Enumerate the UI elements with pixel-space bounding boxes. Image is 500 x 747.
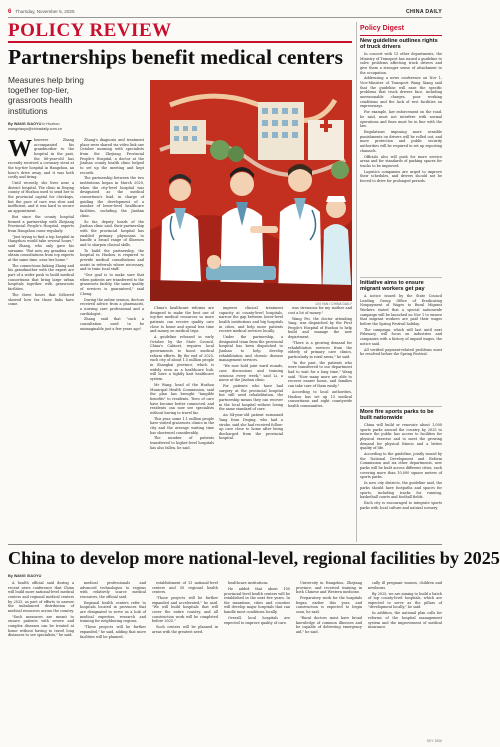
paragraph: medical professionals and advanced technologies to regions with relatively scarce medical resources, the official said.	[80, 581, 146, 599]
paragraph: All verified payment-related problems must be resolved before the Spring Festival.	[360, 347, 442, 357]
second-column-3	[152, 581, 218, 739]
page-number: 6	[8, 8, 12, 15]
lead-column-1	[8, 138, 74, 540]
second-column-1	[8, 581, 74, 739]
second-column-4	[224, 581, 290, 739]
paragraph: China's healthcare reforms are designed to make the best use of top-tier medical resources so more patients can receive quality care close to home and spend less time and money on medical trips.	[150, 306, 214, 334]
sidebar-label: Policy Digest	[360, 25, 404, 32]
paragraph: The partnership between the two institutions began in March 2020, when the city-level hospital was designated as the medical consortium's lead, in charge of guiding the development of a number of lower-level healthcare facilities, including the Jiashan clinic.	[80, 176, 144, 218]
issue-date: Thursday, November 6, 2025	[15, 9, 75, 14]
paragraph: Overall, local hospitals are expected to improve quality of care.	[224, 615, 290, 625]
second-column-2	[80, 581, 146, 739]
lead-column-2	[80, 138, 144, 540]
paragraph: The number of patients transferred to higher-level hospitals has also fallen, he said.	[150, 436, 214, 450]
digest-body-1	[360, 52, 442, 274]
sidebar-rule	[360, 35, 442, 36]
illustration	[150, 80, 352, 301]
paragraph: A notice issued by the State Council Leading Group Office of Eradicating Nonpayment of Wages to Rural Migrant Workers stated that a special nationwide campaign will be launched on Nov 1 to ensure that migrant workers are paid their wages before the Spring Festival holiday.	[360, 294, 442, 326]
paragraph: Logistics companies are urged to improve their schedules, and drivers should not be forced to drive for prolonged periods.	[360, 169, 442, 183]
lead-column-4	[219, 306, 283, 540]
paragraph: "There is a growing demand for rehabilitation services from the elderly of primary care clinics, particularly in rural areas," he said.	[288, 340, 352, 359]
paragraph: Mr Wang, head of the Huzhou Municipal Health Commission, said the plan has brought "tangible benefits" to residents. Tiers of care have become better connected, and residents can now see specialists without having to travel far.	[150, 382, 214, 415]
paragraph: improve clinical treatment capacity at county-level hospitals, narrow the gap between lower-level health institutions and big hospitals in cities, and help more patients receive medical services locally.	[219, 306, 283, 334]
paragraph: "Just trying to find a top hospital in Hangzhou would take several hours," said Zhang, who only gave his surname. "But now, my grandma can obtain consultations from top experts at the same time, near her home."	[8, 234, 74, 262]
sidebar-rule	[360, 277, 442, 278]
masthead	[8, 6, 442, 18]
paragraph: By 2025, we are aiming to build a batch of top county-level hospitals, which are expected to serve as the pillars of "development locally," he said.	[368, 591, 442, 610]
second-column-6	[368, 581, 442, 733]
paragraph: The connections linking Zhang and his grandmother with the expert are part of a wider push to build medical consortiums that bring large urban hospitals together with grassroots facilities.	[8, 263, 74, 292]
section-rule	[8, 41, 352, 43]
paragraph: A health official said during a recent news conference that China will build more national-level medical centers and regional medical centers by 2025, as part of efforts to narrow the imbalanced distribution of medical resources across the country.	[8, 581, 74, 613]
lead-column-5	[288, 306, 352, 540]
paragraph: healthcare institutions.	[228, 581, 269, 585]
second-headline: China to develop more national-level, regional facilities by 2025	[8, 548, 500, 568]
paragraph: cally ill pregnant women, children and newborns.	[368, 581, 442, 590]
paragraph: According to local authorities, Huzhou has set up 13 medical consortiums and eight countywide health communities.	[288, 389, 352, 408]
dropcap: W	[8, 136, 32, 162]
paragraph: For example, law enforcement on the road, he said, must not interfere with normal operations and fines must be in line with the law.	[360, 110, 442, 129]
paragraph: Until recently, she lives near a district hospital. The clinic in Deqing county of Huzhou used to send her to the provincial capital for checkups, but the pace of care was slow and inefficient, and it was hard to secure an appointment.	[8, 181, 74, 214]
paragraph: Addressing a news conference on Nov 1, Vice-Minister of Transport Wang Xiang said that the guideline will ease the specific problems that truck drivers face, including unreasonable charges, poor working conditions and the lack of rest facilities on expressways.	[360, 76, 442, 109]
paragraph: "We now hold joint ward rounds, case discussions and training sessions every week," said Li, a nurse at the Jiashan clinic.	[219, 364, 283, 383]
lead-byline	[8, 122, 100, 132]
paragraph: "Such measures are meant to ensure patients with severe and complex diseases can be treated at home without having to travel long distances to see specialists," he said.	[8, 614, 74, 638]
paragraph: An 84-year-old patient surnamed Yang from Deqing, who had a stroke, said she had received follow-up care close to home after being discharged from the provincial hospital.	[219, 413, 283, 441]
paragraph: To build the partnership, the hospital in Huzhou is required to provide medical consultations and assist in referrals where necessary, and to train local staff.	[80, 248, 144, 272]
paragraph: "Those projects will be further expanded and accelerated," he said. "We will build hospitals that will cover the entire country, and all construction work will be completed before 2025."	[152, 596, 218, 624]
page-footer-code: SKY 1506	[426, 739, 442, 743]
paragraph: China will build or renovate about 1,000 sports parks around the country by 2025 to ensure the public has access to facilities for physical exercise and to meet the growing demand for physical fitness and a better quality of life.	[360, 423, 442, 451]
paragraph: For patients who have had surgery at the provincial hospital but still need rehabilitation, the partnership means they can recover in the local hospital without losing the same standard of care.	[219, 384, 283, 412]
newspaper-brand: CHINA DAILY	[405, 8, 442, 15]
paragraph: henever Zhang accompanied his grandmother to the hospital in the past, the 86-year-old has recently received a coronary stent at the top-tier hospital in Hangzhou, an hour's drive away, and it was both costly and tiring.	[8, 138, 74, 180]
paragraph: In addition, the national plan calls for reforms of the hospital management system and the improvement of medical insurance.	[368, 611, 442, 630]
sidebar-rule	[360, 406, 442, 407]
paragraph: was strenuous for my mother and cost a lot of money."	[288, 306, 352, 315]
column-divider	[356, 22, 357, 542]
paragraph: "These projects will be further expanded," he said, adding that more facilities will be planned.	[80, 625, 146, 639]
digest-title-1: New guideline outlines rights of truck drivers	[360, 38, 438, 51]
second-byline: By WANG XIAOYU	[8, 574, 42, 578]
byline-name: By WANG XIAOYU	[8, 122, 42, 126]
paragraph: establishment of 13 national-level centers and 50 regional health centers.	[152, 581, 218, 595]
byline-email: wangxiaoyu@chinadaily.com.cn	[8, 127, 62, 131]
paragraph: Each city is encouraged to integrate sports parks with local culture and natural scenery.	[360, 501, 442, 510]
paragraph: In concert with 15 other departments, the Ministry of Transport has issued a guideline to solve problems affecting truck drivers and give them a stronger sense of attachment to the occupation.	[360, 52, 442, 75]
paragraph: Regional health centers refer to hospitals located in provinces that are designated to serve as a hub of medical expertise, research and training for neighboring regions.	[80, 600, 146, 624]
paragraph: In new city districts, the guideline said, the parks should have footpaths and spaces for sports, including tracks for running, basketball courts and football fields.	[360, 481, 442, 500]
paragraph: A guideline released in early October by the State Council, China's Cabinet, requires local governments to boost medical reform efforts. By the end of 2025, each city of about 1.5 million people in Shanghai province, which is widely seen as a healthcare hub, will have a tightly knit healthcare system.	[150, 335, 214, 382]
paragraph: This year, some 1.1 million people have visited grassroots clinics in the city and the average waiting time has shortened considerably.	[150, 416, 214, 435]
lead-deck: Measures help bring together top-tier, grassroots health institutions	[8, 75, 84, 116]
paragraph: "In the past, the patients who were transferred to our department had to wait for a long time," Wang said. "Now many more are able to recover nearer home, and families can take care of them easily."	[288, 360, 352, 389]
byline-place: in Huzhou	[42, 122, 60, 126]
lead-column-3	[150, 306, 214, 540]
lead-headline: Partnerships benefit medical centers	[8, 45, 343, 69]
paragraph: During the online session, doctors received advice from a pharmacist, a nursing care professional and a cardiologist.	[80, 297, 144, 316]
second-column-5	[296, 581, 362, 739]
paragraph: Regulations imposing more sensible punishments on drivers will be rolled out, and more protection and public security authorities will be required to set up reporting channels.	[360, 130, 442, 153]
paragraph: Under the partnership, a designated team from the provincial hospital has been dispatched to Jiashan to help develop rehabilitation and chronic disease management services.	[219, 335, 283, 363]
paragraph: "Our goal is to make sure that when patients are transferred to the grassroots facility, the same quality of services is guaranteed," said Cheng.	[80, 273, 144, 296]
section-title: POLICY REVIEW	[8, 20, 172, 41]
paragraph: He added that about 100 provincial-level health centers will be established in the next five years. In the meantime, cities and counties will develop major hospitals that can handle most conditions locally.	[224, 586, 290, 615]
paragraph: "Rural doctors must have broad knowledge of common illnesses and be capable of delivering emergency aid," he said.	[296, 615, 362, 634]
doctors-hospital-illustration	[150, 80, 352, 301]
paragraph: Preparatory work for the hospitals began earlier this year, and construction is expected to begin soon, he said.	[296, 596, 362, 615]
paragraph: According to the guideline, jointly issued by the National Development and Reform Commission and six other departments, new parks will be built across different cities, each covering more than 10,000 square meters of sports parks.	[360, 452, 442, 480]
story-divider	[8, 544, 442, 545]
illustration-credit: LIN YAN / CHINA DAILY	[315, 302, 352, 306]
paragraph: The campaign, which will last until next February, will focus on industries and companies with a history of unpaid wages, the notice said.	[360, 327, 442, 346]
paragraph: But since the county hospital formed a partnership with Zhejiang Provincial People's Hospital, experts from Hangzhou come regularly.	[8, 214, 74, 233]
paragraph: Zhang's diagnosis and treatment plans were shared via video link one October morning with specialists from the Zhejiang Provincial People's Hospital, a doctor at the Jiashan county health clinic helped to set up the meeting and kept records.	[80, 138, 144, 175]
paragraph: Zhang said that "such a consultation used to be unimaginable just a few years ago".	[80, 317, 144, 331]
paragraph: Such centers will be planned in areas with the greatest need.	[152, 625, 218, 634]
paragraph: Officials also will push for more service areas and for standards of parking spaces for trucks to be improved.	[360, 154, 442, 168]
paragraph: So far, deputy heads of the Jiashan clinic said, their partnership with the provincial hospital has enabled primary physicians to handle a broad range of illnesses and to sharpen clinical skills.	[80, 219, 144, 247]
paragraph: Wang Pei, the doctor attending Yang, was dispatched by the First People's Hospital of Huzhou to help build and manage the new department.	[288, 316, 352, 340]
digest-title-3: More fire sports parks to be built nationwide	[360, 409, 434, 422]
paragraph: University in Hangzhou, Zhejiang province, and received training in both Chinese and Western medicine.	[296, 581, 362, 595]
digest-body-3	[360, 423, 442, 541]
paragraph: The three hours that followed showed how far those links have come.	[8, 292, 74, 307]
digest-title-2: Initiative aims to ensure migrant workers get pay	[360, 280, 425, 293]
digest-body-2	[360, 294, 442, 402]
